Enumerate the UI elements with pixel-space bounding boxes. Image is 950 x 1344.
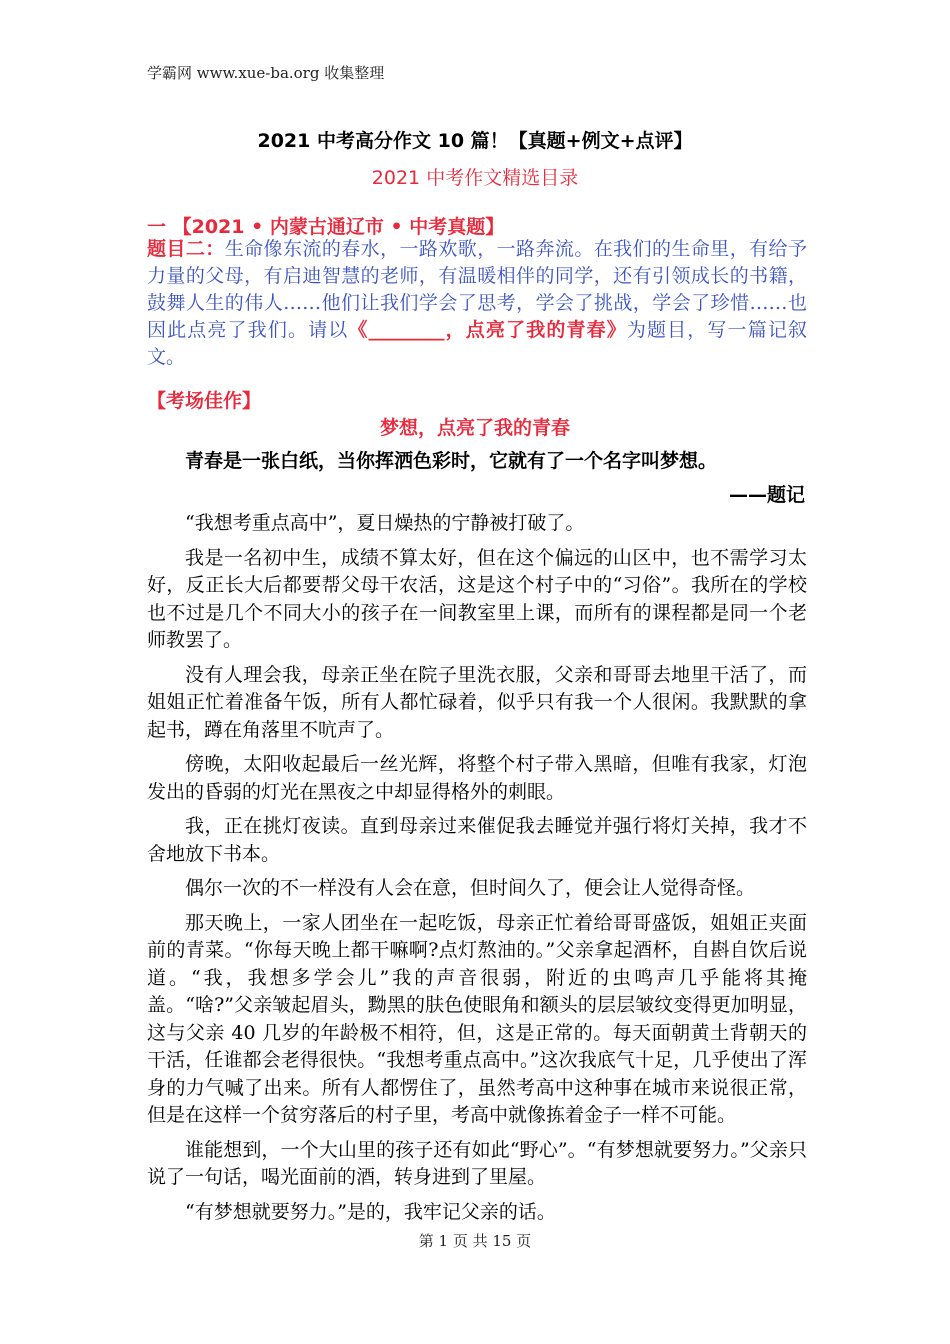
prompt-text-1: 生命像东流的春水，一路欢歌，一路奔流。在我们的生命里，有给予力量的父母，有启迪智慧的老师，有温暖相伴的同学，还有引领成长的书籍，鼓舞人生的伟人……他们让我们学会了思考，学会了挑战，学会了珍惜……也因此点亮了我们。请以 xyxy=(147,238,807,341)
page-number: 第 1 页 共 15 页 xyxy=(418,1232,532,1250)
essay-body xyxy=(147,510,807,1233)
essay-paragraph: 没有人理会我，母亲正坐在院子里洗衣服，父亲和哥哥去地里干活了，而姐姐正忙着准备午饭，所有人都忙碌着，似乎只有我一个人很闲。我默默的拿起书，蹲在角落里不吭声了。 xyxy=(147,663,807,741)
epigraph-sign: ——题记 xyxy=(728,484,805,506)
essay-title: 梦想，点亮了我的青春 xyxy=(379,417,570,439)
essay-paragraph: 我，正在挑灯夜读。直到母亲过来催促我去睡觉并强行将灯关掉，我才不舍地放下书本。 xyxy=(147,815,807,865)
prompt-label: 题目二： xyxy=(147,238,225,260)
epigraph: 青春是一张白纸，当你挥洒色彩时，它就有了一个名字叫梦想。 xyxy=(185,450,718,472)
essay-paragraph: 谁能想到，一个大山里的孩子还有如此“野心”。“有梦想就要努力。”父亲只说了一句话，喝光面前的酒，转身进到了里屋。 xyxy=(147,1138,807,1188)
section-heading: 一 【2021 • 内蒙古通辽市 • 中考真题】 xyxy=(147,216,505,238)
exam-essay-tag: 【考场佳作】 xyxy=(147,390,262,412)
essay-paragraph: 那天晚上，一家人团坐在一起吃饭，母亲正忙着给哥哥盛饭，姐姐正夹面前的青菜。“你每天晚上都干嘛啊?点灯熬油的。”父亲拿起酒杯，自斟自饮后说道。“我，我想多学会儿”我的声音很弱，附近的虫鸣声几乎能将其掩盖。“啥?”父亲皱起眉头，黝黑的肤色使眼角和额头的层层皱纹变得更加明显，这与父亲 40 几岁的年龄极不相符，但，这是正常的。每天面朝黄土背朝天的干活，任谁都会老得很快。“我想考重点高中。”这次我底气十足，几乎使出了浑身的力气喊了出来。所有人都愣住了，虽然考高中这种事在城市来说很正常，但是在这样一个贫穷落后的村子里，考高中就像拣着金子一样不可能。 xyxy=(147,911,807,1126)
essay-prompt xyxy=(147,236,807,371)
header-source: 学霸网 www.xue-ba.org 收集整理 xyxy=(147,64,385,82)
prompt-text-2: 为题目，写一篇记叙文。 xyxy=(147,319,807,368)
essay-paragraph: 傍晚，太阳收起最后一丝光辉，将整个村子带入黑暗，但唯有我家，灯泡发出的昏弱的灯光在黑夜之中却显得格外的刺眼。 xyxy=(147,753,807,803)
prompt-topic: 《________，点亮了我的青春》 xyxy=(348,319,627,341)
essay-paragraph: “我想考重点高中”，夏日燥热的宁静被打破了。 xyxy=(185,512,585,534)
essay-paragraph: 偶尔一次的不一样没有人会在意，但时间久了，便会让人觉得奇怪。 xyxy=(185,877,756,899)
essay-paragraph: 我是一名初中生，成绩不算太好，但在这个偏远的山区中，也不需学习太好，反正长大后都要帮父母干农活，这是这个村子中的“习俗”。我所在的学校也不过是几个不同大小的孩子在一间教室里上课，而所有的课程都是同一个老师教罢了。 xyxy=(147,546,807,651)
essay-paragraph: “有梦想就要努力。”是的，我牢记父亲的话。 xyxy=(185,1200,556,1223)
document-title: 2021 中考高分作文 10 篇！【真题+例文+点评】 xyxy=(257,130,693,152)
document-subtitle: 2021 中考作文精选目录 xyxy=(371,167,579,189)
